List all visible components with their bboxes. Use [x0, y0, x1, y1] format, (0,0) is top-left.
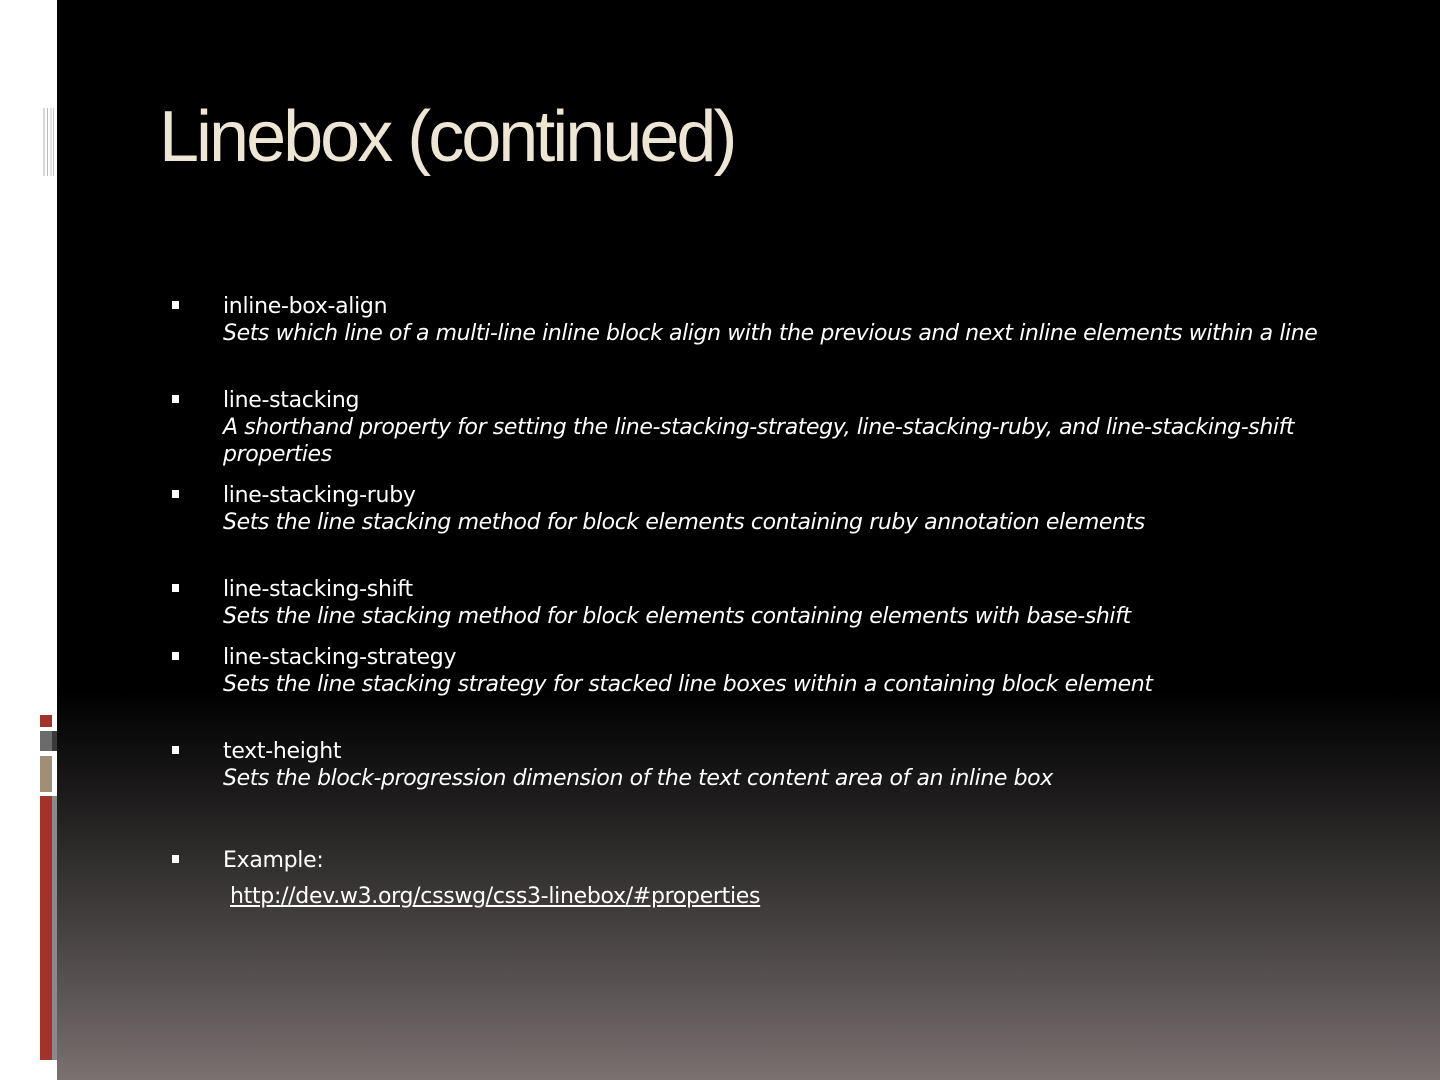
list-item [223, 644, 1343, 698]
property-name: inline-box-align [223, 294, 388, 319]
property-description: Sets the block-progression dimension of the text content area of an inline box [223, 766, 1053, 791]
list-item [223, 387, 1343, 468]
bullet-icon [172, 395, 179, 403]
list-item [223, 482, 1343, 536]
bullet-icon [172, 746, 179, 754]
property-description: Sets the line stacking strategy for stacked line boxes within a containing block element [223, 672, 1153, 697]
bullet-icon [172, 584, 179, 592]
slide [57, 0, 1440, 1080]
property-name: text-height [223, 739, 342, 764]
bullet-icon [172, 855, 179, 863]
list-item [223, 738, 1343, 792]
property-list [57, 0, 1440, 1080]
property-description: Sets the line stacking method for block elements containing elements with base-shift [223, 604, 1131, 629]
bullet-icon [172, 301, 179, 309]
property-description: A shorthand property for setting the line-stacking-strategy, line-stacking-ruby, and line-stacking-shift properties [223, 415, 1295, 467]
property-name: line-stacking-strategy [223, 645, 457, 670]
property-name: line-stacking-ruby [223, 483, 416, 508]
bullet-icon [172, 652, 179, 660]
example-label: Example: [223, 848, 324, 873]
list-item [223, 293, 1343, 347]
list-item-example [223, 847, 1343, 874]
list-item [223, 576, 1343, 630]
property-name: line-stacking [223, 388, 360, 413]
property-description: Sets the line stacking method for block elements containing ruby annotation elements [223, 510, 1145, 535]
example-link[interactable]: http://dev.w3.org/csswg/css3-linebox/#properties [230, 884, 761, 909]
property-description: Sets which line of a multi-line inline block align with the previous and next inline elements within a line [223, 321, 1318, 346]
slide-title: Linebox (continued) [159, 97, 735, 177]
property-name: line-stacking-shift [223, 577, 413, 602]
bullet-icon [172, 490, 179, 498]
